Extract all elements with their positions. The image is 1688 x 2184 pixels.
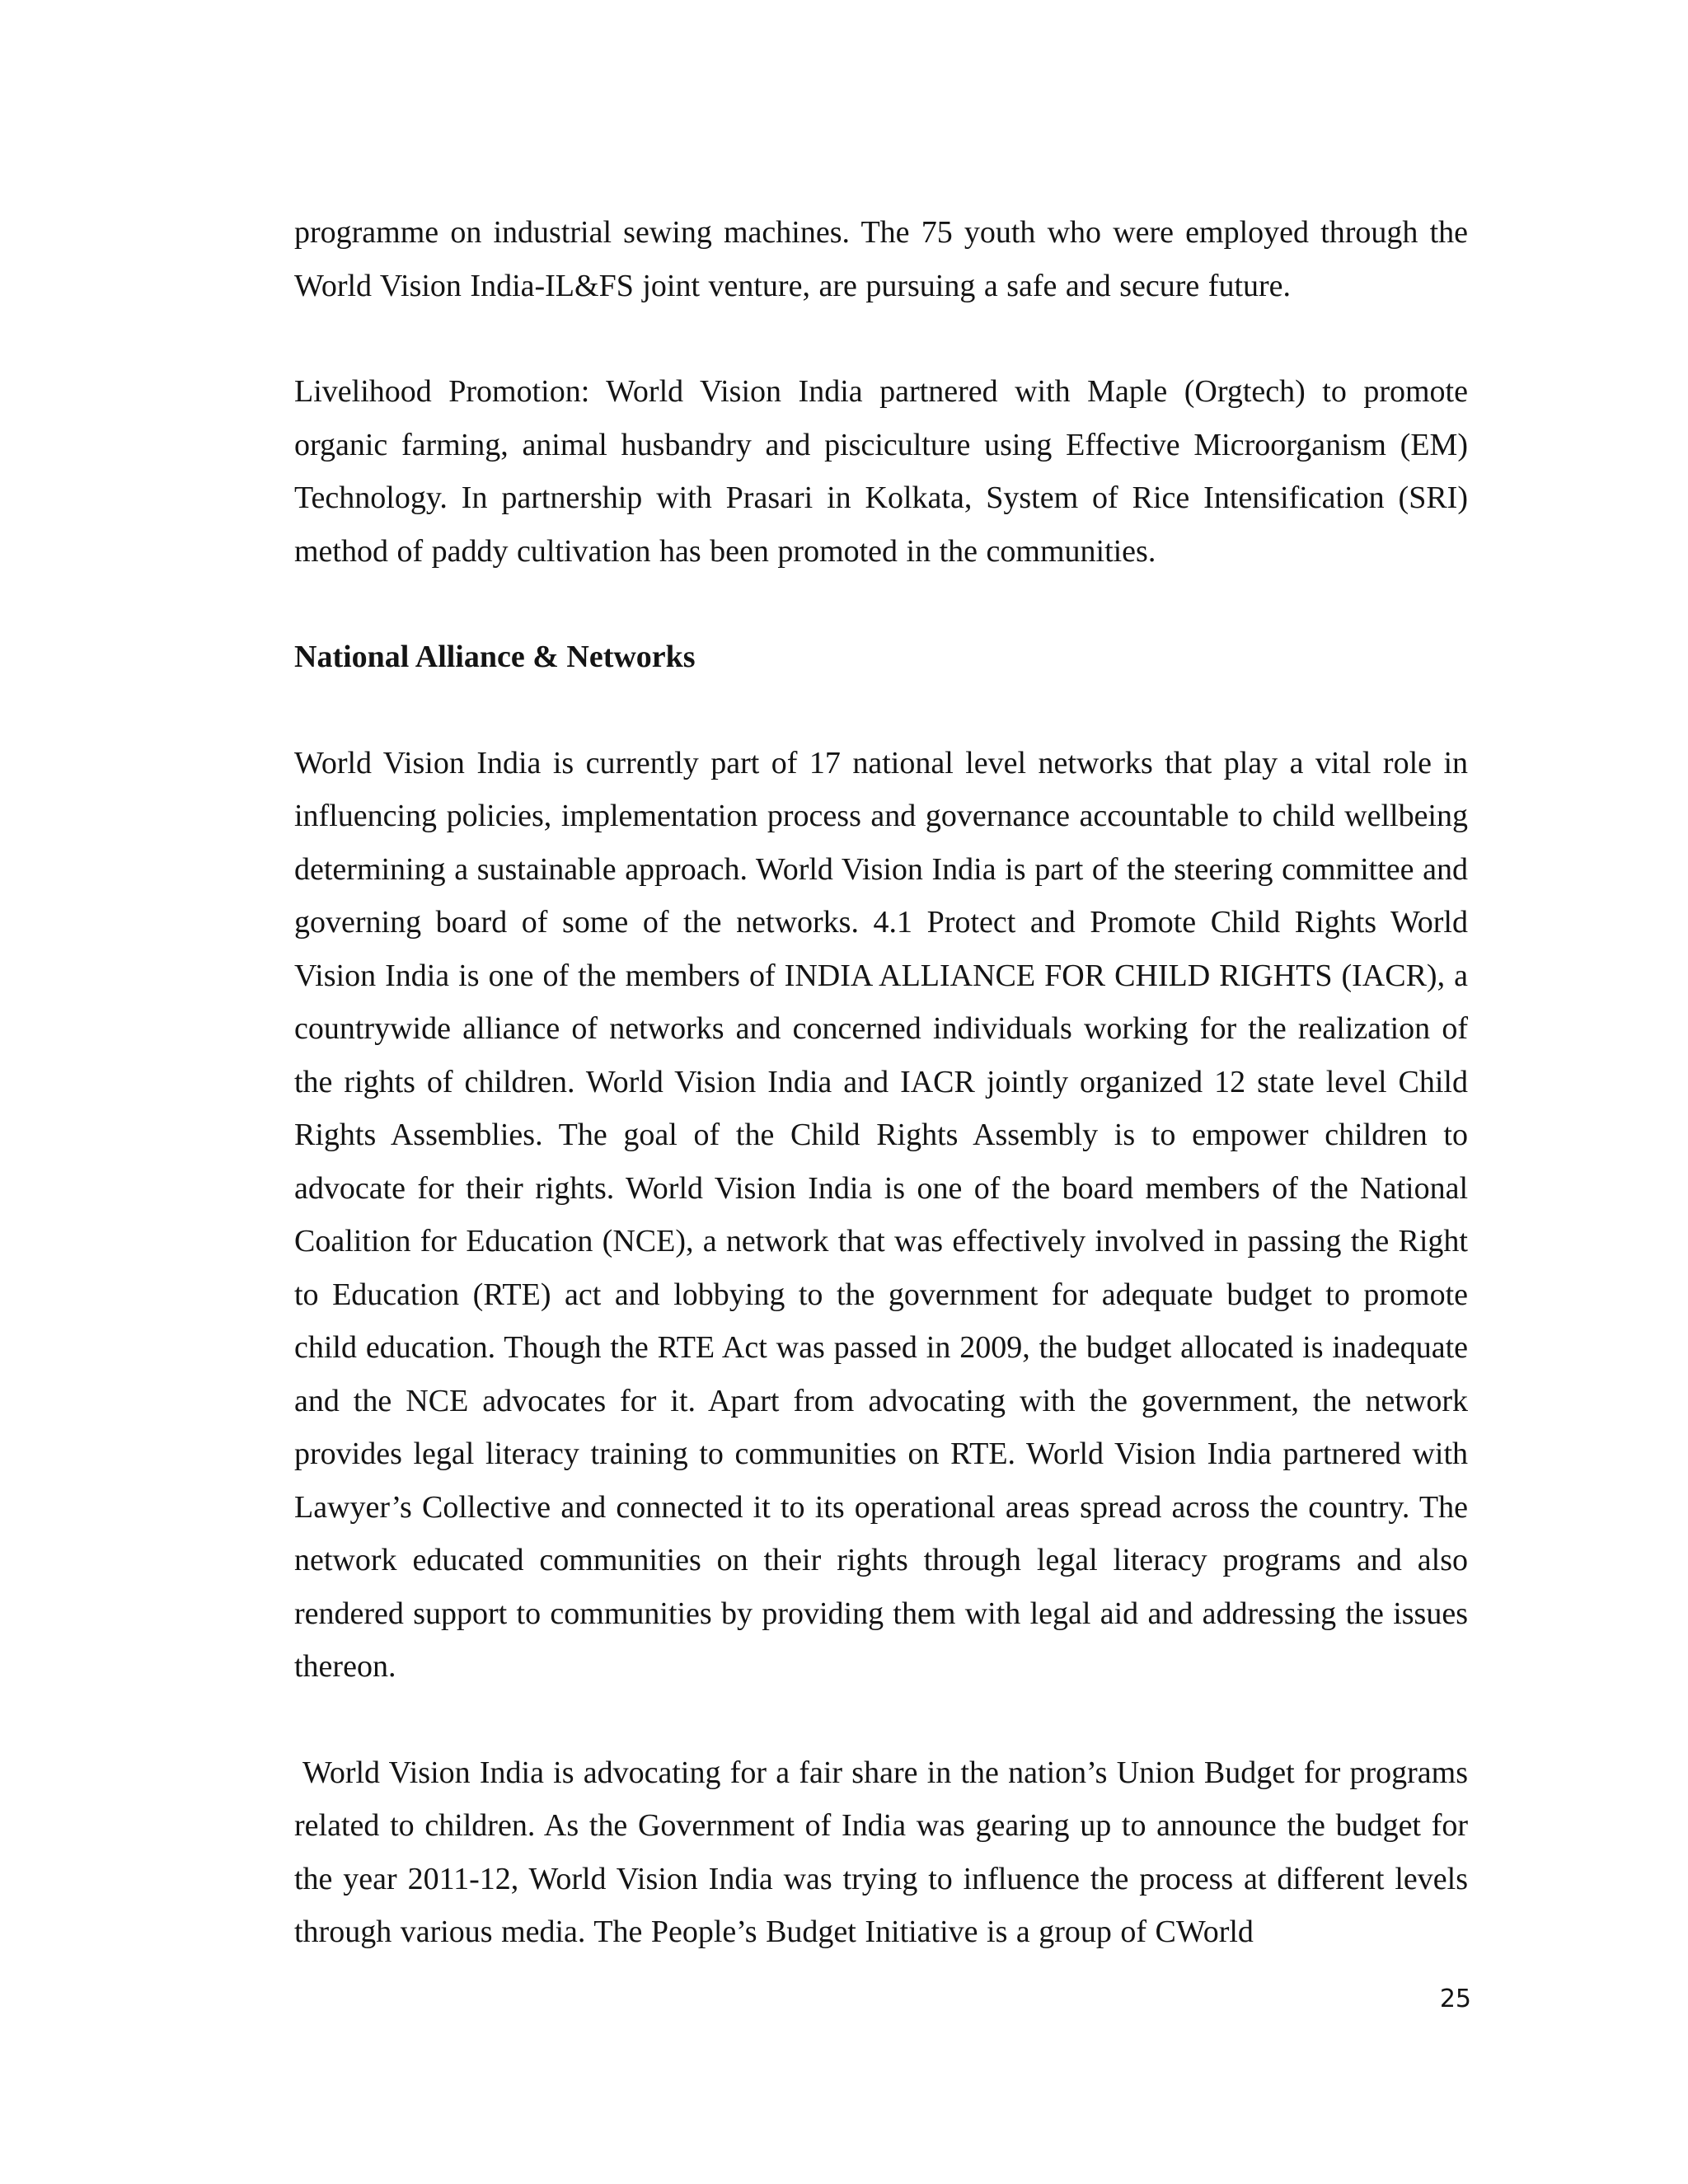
page-number: 25 — [1439, 1985, 1471, 2013]
paragraph-sewing-programme: programme on industrial sewing machines. The 75 youth who were employed through the World Vision India-IL&FS joint venture, are pursuing a safe and secure future. — [294, 215, 1468, 303]
paragraph-livelihood-promotion: Livelihood Promotion: World Vision India partnered with Maple (Orgtech) to promote organic farming, animal husbandry and pisciculture using Effective Microorganism (EM) Technology. In partnership with Prasari in Kolkata, System of Rice Intensification (SRI) method of paddy cultivation has been promoted in the communities. — [294, 374, 1468, 569]
section-heading: National Alliance & Networks — [294, 640, 696, 674]
paragraph-union-budget: World Vision India is advocating for a fair share in the nation’s Union Budget for programs related to children. As the Government of India was gearing up to announce the budget for the year 2011-12, World Vision India was trying to influence the process at different levels through various media. The People’s Budget Initiative is a group of CWorld — [294, 1755, 1468, 1949]
page-body — [294, 206, 1468, 1959]
paragraph-national-networks: World Vision India is currently part of 17 national level networks that play a vital role in influencing policies, implementation process and governance accountable to child wellbeing determining a sustainable approach. World Vision India is part of the steering committee and governing board of some of the networks. 4.1 Protect and Promote Child Rights World Vision India is one of the members of INDIA ALLIANCE FOR CHILD RIGHTS (IACR), a countrywide alliance of networks and concerned individuals working for the realization of the rights of children. World Vision India and IACR jointly organized 12 state level Child Rights Assemblies. The goal of the Child Rights Assembly is to empower children to advocate for their rights. World Vision India is one of the board members of the National Coalition for Education (NCE), a network that was effectively involved in passing the Right to Education (RTE) act and lobbying to the government for adequate budget to promote child education. Though the RTE Act was passed in 2009, the budget allocated is inadequate and the NCE advocates for it. Apart from advocating with the government, the network provides legal literacy training to communities on RTE. World Vision India partnered with Lawyer’s Collective and connected it to its operational areas spread across the country. The network educated communities on their rights through legal literacy programs and also rendered support to communities by providing them with legal aid and addressing the issues thereon. — [294, 745, 1468, 1684]
